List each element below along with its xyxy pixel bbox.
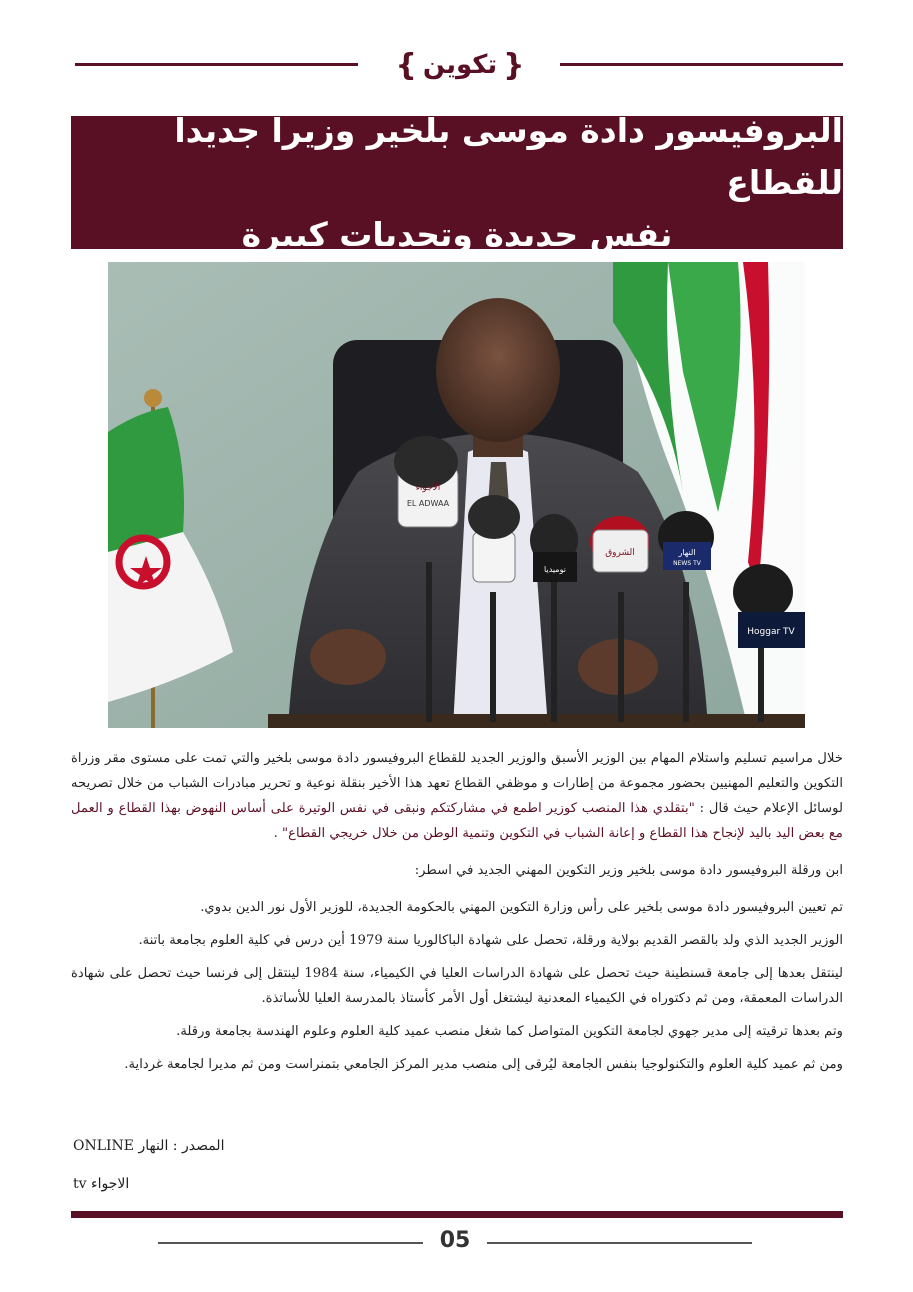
title-line-2: نفس جديدة وتحديات كبيرة — [241, 214, 673, 254]
page-number: 05 — [439, 1228, 471, 1253]
page-number-rule-right — [487, 1242, 752, 1244]
article-body — [71, 746, 843, 1077]
mic-label-adwaa-en: EL ADWAA — [406, 499, 450, 508]
footer-bar — [71, 1211, 843, 1218]
photo-illustration — [108, 262, 805, 728]
source-line-1: المصدر : النهار ONLINE — [73, 1138, 225, 1154]
paragraph-intro — [71, 746, 843, 846]
paragraph-career: ومن ثم عميد كلية العلوم والتكنولوجيا بنفس الجامعة ليُرقى إلى منصب مدير المركز الجامعي بتمنراست ومن ثم مديرا لجامعة غرداية. — [124, 1057, 843, 1072]
mic-label-adwaa-ar: الأجواء — [415, 483, 441, 493]
paragraph-studies: لينتقل بعدها إلى جامعة قسنطينة حيث تحصل على شهادة الدراسات العليا في الكيمياء، سنة 1984 لينتقل إلى فرنسا حيث تحصل على شهادة الدراسات المعمقة، ومن ثم دكتوراه في الكيمياء المعدنية ليشتغل أول الأمر كأستاذ بالمدرسة العليا للأساتذة. — [71, 966, 843, 1006]
paragraph-promotion: وتم بعدها ترقيته إلى مدير جهوي لجامعة التكوين المتواصل كما شغل منصب عميد كلية العلوم وعلوم الهندسة بجامعة ورقلة. — [176, 1024, 843, 1039]
mic-label-ennahar: النهار — [678, 548, 696, 557]
intro-text: خلال مراسيم تسليم واستلام المهام بين الوزير الأسبق والوزير الجديد للقطاع البروفيسور دادة موسى بلخير والتي تمت على مستوى مقر وزراة التكوين والتعليم المهنيين بحضور مجموعة من إطارات و موظفي القطاع تعهد هذا الأخير بنقلة نوعية و تحرير مبادرات الشباب من خلال تصريحه لوسائل الإعلام حيث قال : — [71, 751, 844, 816]
page-number-rule-left — [158, 1242, 423, 1244]
header-rule-right — [560, 63, 843, 66]
ornament-left: { — [395, 47, 417, 83]
mic-label-news-tv: NEWS TV — [673, 560, 701, 567]
ornament-right: } — [503, 47, 525, 83]
paragraph-appointment: تم تعيين البروفيسور دادة موسى بلخير على رأس وزارة التكوين المهني بالحكومة الجديدة، للوزير الأول نور الدين بدوي. — [200, 900, 843, 915]
mic-label-numidia: نوميديا — [544, 565, 566, 574]
mic-label-echorouk: الشروق — [605, 548, 635, 558]
mic-label-hoggar: Hoggar TV — [747, 627, 795, 637]
paragraph-bio-heading: ابن ورقلة البروفيسور دادة موسى بلخير وزير التكوين المهني الجديد في اسطر: — [414, 863, 843, 878]
source-line-2: الاجواء tv — [73, 1176, 130, 1192]
section-label: تكوين — [422, 50, 498, 80]
title-line-1: البروفيسور دادة موسى بلخير وزيرا جديدا للقطاع — [174, 110, 843, 202]
paragraph-birth: الوزير الجديد الذي ولد بالقصر القديم بولاية ورقلة، تحصل على شهادة الباكالوريا سنة 1979 أين درس في كلية العلوم بجامعة باتنة. — [138, 933, 843, 948]
minister-press-photo — [108, 262, 805, 728]
article-title-banner — [71, 110, 843, 254]
intro-quote: "بتقلدي هذا المنصب كوزير اطمع في مشاركتكم ونبقى في نفس الوتيرة على أساس النهوض بهذا القطاع و العمل مع بعض اليد باليد لإنجاح هذا القطاع و إعانة الشباب في التكوين وتنمية الوطن من خلال خريجي القطاع" . — [71, 801, 843, 841]
section-header — [380, 46, 540, 84]
header-rule-left — [75, 63, 358, 66]
